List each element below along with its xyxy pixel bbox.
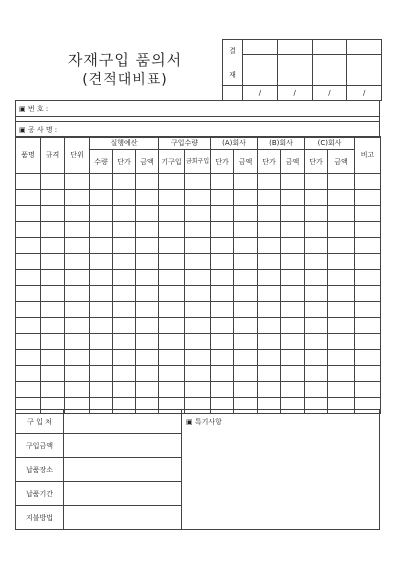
- table-cell[interactable]: [65, 286, 90, 302]
- delivery-period-field[interactable]: [64, 482, 182, 506]
- table-cell[interactable]: [65, 206, 90, 222]
- table-cell[interactable]: [234, 174, 258, 190]
- table-cell[interactable]: [258, 206, 281, 222]
- table-cell[interactable]: [328, 302, 355, 318]
- table-cell[interactable]: [41, 302, 65, 318]
- table-cell[interactable]: [328, 270, 355, 286]
- table-cell[interactable]: [305, 302, 328, 318]
- table-cell[interactable]: [281, 318, 305, 334]
- table-cell[interactable]: [234, 206, 258, 222]
- table-cell[interactable]: [159, 190, 185, 206]
- table-cell[interactable]: [185, 270, 211, 286]
- table-cell[interactable]: [16, 190, 41, 206]
- quote-table: [15, 136, 381, 414]
- table-row: [16, 254, 381, 270]
- table-cell[interactable]: [90, 334, 113, 350]
- approval-date-spacer: [223, 86, 243, 101]
- table-cell[interactable]: [305, 254, 328, 270]
- table-cell[interactable]: [211, 350, 234, 366]
- delivery-place-field[interactable]: [64, 458, 182, 482]
- table-cell[interactable]: [258, 286, 281, 302]
- special-notes-area[interactable]: [182, 410, 380, 530]
- table-cell[interactable]: [328, 174, 355, 190]
- delivery-place-label: 납품장소: [16, 458, 64, 482]
- table-cell[interactable]: [90, 222, 113, 238]
- table-cell[interactable]: [355, 190, 381, 206]
- table-cell[interactable]: [234, 254, 258, 270]
- table-cell[interactable]: [355, 350, 381, 366]
- table-cell[interactable]: [211, 286, 234, 302]
- table-cell[interactable]: [41, 190, 65, 206]
- approval-title-cell[interactable]: [347, 40, 382, 55]
- purchase-amount-field[interactable]: [64, 434, 182, 458]
- table-cell[interactable]: [41, 286, 65, 302]
- table-cell[interactable]: [113, 238, 136, 254]
- table-cell[interactable]: [136, 174, 159, 190]
- table-cell[interactable]: [211, 318, 234, 334]
- table-cell[interactable]: [90, 190, 113, 206]
- table-cell[interactable]: [159, 302, 185, 318]
- header-company-b: (B)회사: [258, 137, 305, 150]
- table-cell[interactable]: [185, 382, 211, 398]
- table-cell[interactable]: [159, 334, 185, 350]
- table-cell[interactable]: [234, 302, 258, 318]
- table-cell[interactable]: [16, 270, 41, 286]
- table-cell[interactable]: [41, 238, 65, 254]
- table-cell[interactable]: [258, 302, 281, 318]
- table-cell[interactable]: [16, 334, 41, 350]
- table-cell[interactable]: [41, 222, 65, 238]
- table-cell[interactable]: [90, 302, 113, 318]
- table-cell[interactable]: [41, 206, 65, 222]
- table-cell[interactable]: [159, 318, 185, 334]
- table-cell[interactable]: [211, 366, 234, 382]
- table-row: [16, 190, 381, 206]
- table-cell[interactable]: [211, 190, 234, 206]
- table-cell[interactable]: [136, 238, 159, 254]
- table-cell[interactable]: [113, 206, 136, 222]
- table-cell[interactable]: [136, 270, 159, 286]
- table-cell[interactable]: [65, 174, 90, 190]
- table-cell[interactable]: [234, 190, 258, 206]
- table-cell[interactable]: [281, 334, 305, 350]
- table-row: [16, 350, 381, 366]
- table-cell[interactable]: [16, 238, 41, 254]
- number-field[interactable]: ▣ 번 호 :: [16, 101, 380, 117]
- table-cell[interactable]: [258, 334, 281, 350]
- table-cell[interactable]: [281, 350, 305, 366]
- header-company-a: (A)회사: [211, 137, 258, 150]
- table-cell[interactable]: [41, 254, 65, 270]
- table-cell[interactable]: [355, 254, 381, 270]
- header-item: 품명: [16, 137, 41, 174]
- sub-amount: 금액: [234, 150, 258, 174]
- table-cell[interactable]: [16, 366, 41, 382]
- table-cell[interactable]: [211, 238, 234, 254]
- table-row: [16, 382, 381, 398]
- approval-sign-cell[interactable]: [277, 55, 312, 86]
- table-cell[interactable]: [16, 174, 41, 190]
- table-cell[interactable]: [305, 238, 328, 254]
- table-cell[interactable]: [305, 334, 328, 350]
- table-cell[interactable]: [16, 206, 41, 222]
- table-cell[interactable]: [113, 302, 136, 318]
- table-cell[interactable]: [355, 286, 381, 302]
- table-cell[interactable]: [185, 190, 211, 206]
- table-cell[interactable]: [159, 350, 185, 366]
- table-cell[interactable]: [211, 174, 234, 190]
- table-cell[interactable]: [211, 270, 234, 286]
- table-cell[interactable]: [305, 286, 328, 302]
- table-cell[interactable]: [41, 382, 65, 398]
- table-cell[interactable]: [136, 302, 159, 318]
- table-cell[interactable]: [355, 334, 381, 350]
- approval-sign-cell[interactable]: [347, 55, 382, 86]
- table-cell[interactable]: [159, 270, 185, 286]
- table-cell[interactable]: [328, 334, 355, 350]
- table-cell[interactable]: [159, 174, 185, 190]
- table-cell[interactable]: [113, 382, 136, 398]
- table-cell[interactable]: [234, 366, 258, 382]
- table-cell[interactable]: [234, 382, 258, 398]
- table-cell[interactable]: [136, 350, 159, 366]
- table-cell[interactable]: [355, 366, 381, 382]
- buyer-label: 구 입 처: [16, 410, 64, 434]
- table-cell[interactable]: [136, 206, 159, 222]
- table-cell[interactable]: [328, 222, 355, 238]
- purchase-amount-label: 구입금액: [16, 434, 64, 458]
- approval-title-cell[interactable]: [277, 40, 312, 55]
- table-cell[interactable]: [65, 254, 90, 270]
- table-cell[interactable]: [90, 350, 113, 366]
- table-cell[interactable]: [113, 318, 136, 334]
- table-cell[interactable]: [355, 206, 381, 222]
- table-cell[interactable]: [41, 174, 65, 190]
- table-cell[interactable]: [355, 222, 381, 238]
- table-cell[interactable]: [90, 366, 113, 382]
- table-cell[interactable]: [90, 238, 113, 254]
- table-row: [16, 238, 381, 254]
- table-cell[interactable]: [185, 222, 211, 238]
- table-cell[interactable]: [159, 254, 185, 270]
- table-cell[interactable]: [328, 206, 355, 222]
- approval-box: [222, 39, 382, 101]
- header-company-c: (C)회사: [305, 137, 355, 150]
- table-cell[interactable]: [90, 318, 113, 334]
- header-budget: 실행예산: [90, 137, 159, 150]
- table-cell[interactable]: [234, 318, 258, 334]
- table-cell[interactable]: [258, 190, 281, 206]
- sub-unit-price: 단가: [113, 150, 136, 174]
- table-cell[interactable]: [90, 254, 113, 270]
- buyer-field[interactable]: [64, 410, 182, 434]
- table-cell[interactable]: [211, 382, 234, 398]
- table-cell[interactable]: [185, 174, 211, 190]
- table-cell[interactable]: [355, 270, 381, 286]
- table-cell[interactable]: [65, 366, 90, 382]
- table-cell[interactable]: [258, 222, 281, 238]
- approval-date-cell[interactable]: /: [312, 86, 347, 101]
- approval-label: [223, 40, 243, 86]
- header-purchase-qty: 구입수량: [159, 137, 211, 150]
- approval-title-cell[interactable]: [243, 40, 278, 55]
- table-cell[interactable]: [281, 270, 305, 286]
- approval-sign-cell[interactable]: [312, 55, 347, 86]
- table-cell[interactable]: [16, 286, 41, 302]
- sub-unit-price: 단가: [211, 150, 234, 174]
- table-cell[interactable]: [159, 382, 185, 398]
- table-cell[interactable]: [211, 254, 234, 270]
- sub-unit-price: 단가: [305, 150, 328, 174]
- approval-label-top: 결: [229, 46, 236, 55]
- table-cell[interactable]: [185, 206, 211, 222]
- table-cell[interactable]: [113, 334, 136, 350]
- table-cell[interactable]: [113, 222, 136, 238]
- table-row: [16, 302, 381, 318]
- table-cell[interactable]: [305, 366, 328, 382]
- table-cell[interactable]: [258, 270, 281, 286]
- table-cell[interactable]: [159, 206, 185, 222]
- sub-amount: 금액: [281, 150, 305, 174]
- table-cell[interactable]: [113, 254, 136, 270]
- table-cell[interactable]: [185, 238, 211, 254]
- header-unit: 단위: [65, 137, 90, 174]
- table-cell[interactable]: [16, 318, 41, 334]
- table-cell[interactable]: [136, 222, 159, 238]
- special-notes-label: ▣ 특기사항: [186, 418, 222, 426]
- table-cell[interactable]: [305, 190, 328, 206]
- table-cell[interactable]: [41, 270, 65, 286]
- document-subtitle: (견적대비표): [82, 72, 168, 88]
- table-row: [16, 174, 381, 190]
- table-cell[interactable]: [234, 222, 258, 238]
- table-cell[interactable]: [16, 302, 41, 318]
- header-spec: 규격: [41, 137, 65, 174]
- table-cell[interactable]: [65, 238, 90, 254]
- table-cell[interactable]: [328, 254, 355, 270]
- table-cell[interactable]: [281, 286, 305, 302]
- table-cell[interactable]: [355, 302, 381, 318]
- table-row: [16, 206, 381, 222]
- sub-prev-purchase: 기구입: [159, 150, 185, 174]
- quote-table-body: [16, 174, 381, 414]
- table-cell[interactable]: [328, 190, 355, 206]
- table-cell[interactable]: [90, 174, 113, 190]
- table-cell[interactable]: [136, 190, 159, 206]
- approval-title-cell[interactable]: [312, 40, 347, 55]
- table-cell[interactable]: [16, 382, 41, 398]
- table-cell[interactable]: [113, 286, 136, 302]
- table-cell[interactable]: [41, 318, 65, 334]
- table-cell[interactable]: [281, 190, 305, 206]
- payment-method-label: 지불방법: [16, 506, 64, 530]
- table-cell[interactable]: [281, 382, 305, 398]
- table-row: [16, 270, 381, 286]
- table-cell[interactable]: [281, 366, 305, 382]
- table-cell[interactable]: [185, 254, 211, 270]
- sub-qty: 수량: [90, 150, 113, 174]
- table-cell[interactable]: [281, 174, 305, 190]
- table-cell[interactable]: [328, 238, 355, 254]
- table-cell[interactable]: [65, 382, 90, 398]
- table-cell[interactable]: [136, 334, 159, 350]
- table-cell[interactable]: [113, 350, 136, 366]
- table-cell[interactable]: [113, 174, 136, 190]
- table-cell[interactable]: [90, 270, 113, 286]
- table-cell[interactable]: [16, 222, 41, 238]
- table-cell[interactable]: [258, 238, 281, 254]
- table-cell[interactable]: [258, 174, 281, 190]
- table-cell[interactable]: [16, 254, 41, 270]
- table-cell[interactable]: [328, 350, 355, 366]
- approval-sign-cell[interactable]: [243, 55, 278, 86]
- delivery-period-label: 납품기간: [16, 482, 64, 506]
- table-cell[interactable]: [136, 366, 159, 382]
- table-row: [16, 222, 381, 238]
- table-cell[interactable]: [281, 302, 305, 318]
- table-cell[interactable]: [65, 334, 90, 350]
- table-cell[interactable]: [136, 286, 159, 302]
- table-cell[interactable]: [65, 302, 90, 318]
- approval-date-cell[interactable]: /: [243, 86, 278, 101]
- table-cell[interactable]: [355, 382, 381, 398]
- table-cell[interactable]: [211, 334, 234, 350]
- table-cell[interactable]: [211, 302, 234, 318]
- approval-label-bottom: 재: [229, 70, 236, 79]
- header-note: 비고: [355, 137, 381, 174]
- table-cell[interactable]: [258, 254, 281, 270]
- table-cell[interactable]: [90, 286, 113, 302]
- table-cell[interactable]: [136, 318, 159, 334]
- sub-amount: 금액: [136, 150, 159, 174]
- table-cell[interactable]: [281, 238, 305, 254]
- table-cell[interactable]: [305, 350, 328, 366]
- table-row: [16, 334, 381, 350]
- payment-method-field[interactable]: [64, 506, 182, 530]
- sub-unit-price: 단가: [258, 150, 281, 174]
- table-row: [16, 286, 381, 302]
- table-cell[interactable]: [328, 382, 355, 398]
- table-cell[interactable]: [355, 174, 381, 190]
- table-cell[interactable]: [355, 318, 381, 334]
- table-cell[interactable]: [159, 238, 185, 254]
- table-cell[interactable]: [328, 318, 355, 334]
- table-cell[interactable]: [234, 270, 258, 286]
- table-cell[interactable]: [258, 318, 281, 334]
- table-cell[interactable]: [281, 222, 305, 238]
- sub-amount: 금액: [328, 150, 355, 174]
- table-cell[interactable]: [159, 222, 185, 238]
- table-cell[interactable]: [185, 366, 211, 382]
- table-cell[interactable]: [65, 270, 90, 286]
- project-field[interactable]: ▣ 공 사 명 :: [16, 122, 380, 138]
- table-cell[interactable]: [305, 174, 328, 190]
- document-title: 자재구입 품의서: [67, 51, 183, 69]
- meta-table: [15, 100, 380, 138]
- table-cell[interactable]: [234, 334, 258, 350]
- table-cell[interactable]: [305, 206, 328, 222]
- table-row: [16, 318, 381, 334]
- table-cell[interactable]: [305, 222, 328, 238]
- table-cell[interactable]: [159, 366, 185, 382]
- table-cell[interactable]: [258, 366, 281, 382]
- table-cell[interactable]: [211, 222, 234, 238]
- table-cell[interactable]: [211, 206, 234, 222]
- table-cell[interactable]: [113, 190, 136, 206]
- table-cell[interactable]: [305, 382, 328, 398]
- sub-this-purchase: 금회구입: [185, 150, 211, 174]
- table-cell[interactable]: [305, 270, 328, 286]
- table-cell[interactable]: [328, 366, 355, 382]
- table-cell[interactable]: [185, 318, 211, 334]
- table-cell[interactable]: [113, 366, 136, 382]
- table-cell[interactable]: [90, 382, 113, 398]
- table-cell[interactable]: [41, 350, 65, 366]
- footer-table: [15, 409, 380, 530]
- approval-date-cell[interactable]: /: [277, 86, 312, 101]
- table-cell[interactable]: [65, 190, 90, 206]
- table-cell[interactable]: [65, 318, 90, 334]
- approval-date-cell[interactable]: /: [347, 86, 382, 101]
- table-cell[interactable]: [16, 350, 41, 366]
- table-cell[interactable]: [136, 382, 159, 398]
- table-cell[interactable]: [136, 254, 159, 270]
- table-cell[interactable]: [305, 318, 328, 334]
- table-cell[interactable]: [281, 206, 305, 222]
- table-cell[interactable]: [41, 334, 65, 350]
- table-row: [16, 366, 381, 382]
- table-cell[interactable]: [65, 350, 90, 366]
- table-cell[interactable]: [65, 222, 90, 238]
- table-cell[interactable]: [90, 206, 113, 222]
- table-cell[interactable]: [234, 350, 258, 366]
- table-cell[interactable]: [41, 366, 65, 382]
- table-cell[interactable]: [113, 270, 136, 286]
- table-cell[interactable]: [281, 254, 305, 270]
- table-cell[interactable]: [185, 302, 211, 318]
- table-cell[interactable]: [185, 350, 211, 366]
- table-cell[interactable]: [185, 286, 211, 302]
- table-cell[interactable]: [159, 286, 185, 302]
- table-cell[interactable]: [234, 238, 258, 254]
- table-cell[interactable]: [355, 238, 381, 254]
- table-cell[interactable]: [258, 382, 281, 398]
- table-cell[interactable]: [185, 334, 211, 350]
- table-cell[interactable]: [328, 286, 355, 302]
- table-cell[interactable]: [258, 350, 281, 366]
- table-cell[interactable]: [234, 286, 258, 302]
